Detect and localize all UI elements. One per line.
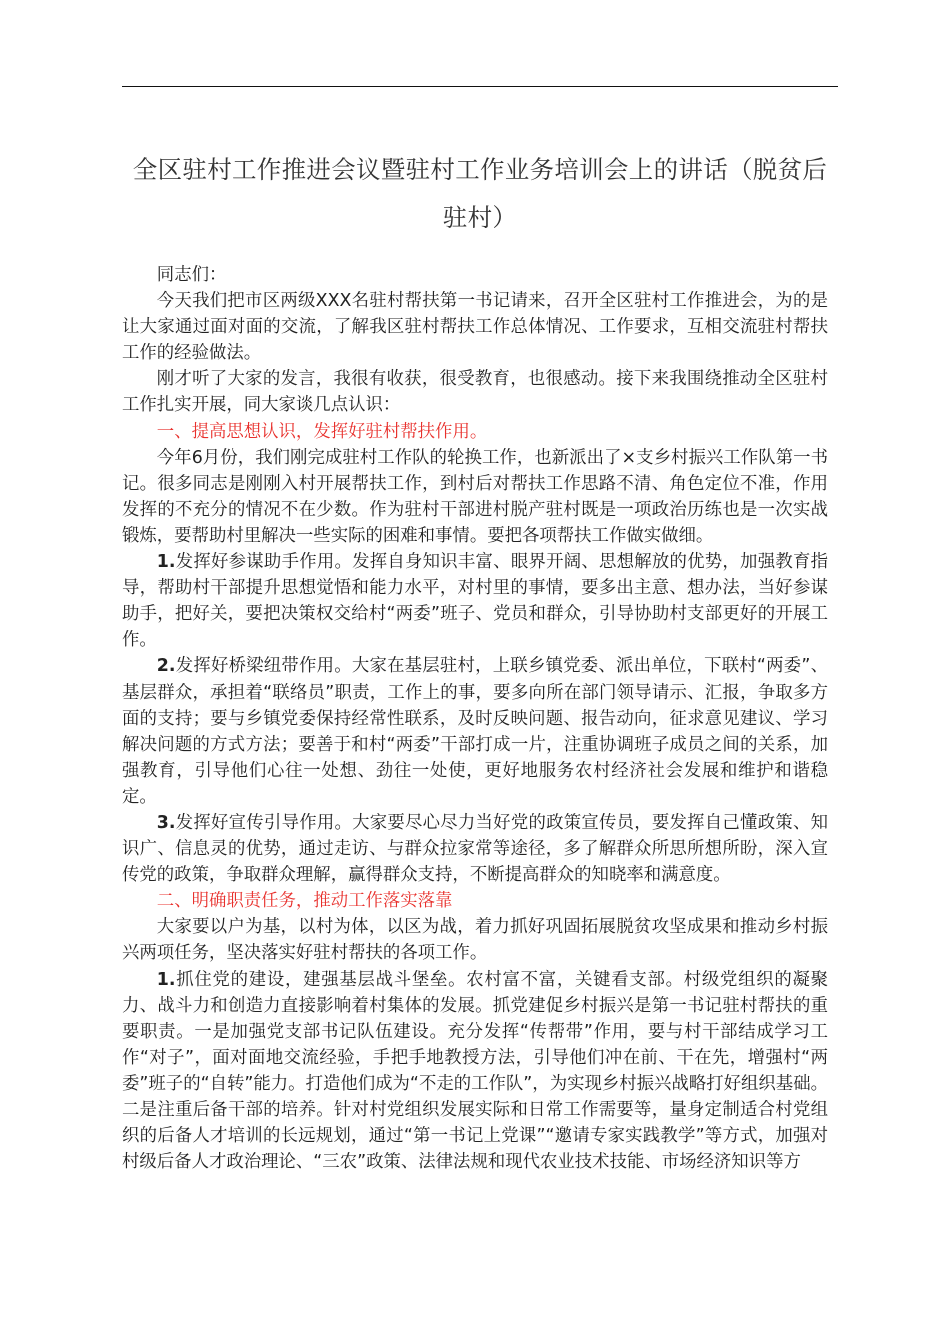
- section-heading-2: 二、明确职责任务，推动工作落实落靠: [156, 891, 453, 912]
- document-body: [122, 262, 828, 1175]
- item-text: 发挥好参谋助手作用。发挥自身知识丰富、眼界开阔、思想解放的优势，加强教育指导，帮助村干部提升思想觉悟和能力水平，对村里的事情，要多出主意、想办法，当好参谋助手，把好关，要把决策权交给村“两委”班子、党员和群众，引导协助村支部更好的开展工作。: [122, 552, 828, 651]
- intro-paragraph-2: 刚才听了大家的发言，我很有收获，很受教育，也很感动。接下来我围绕推动全区驻村工作扎实开展，同大家谈几点认识：: [122, 369, 828, 416]
- section-1-item-2: [122, 653, 828, 810]
- section-2-item-1: [122, 967, 828, 1176]
- item-number: 1.: [156, 552, 176, 573]
- header-rule: [122, 86, 838, 87]
- intro-paragraph-1: 今天我们把市区两级XXX名驻村帮扶第一书记请来，召开全区驻村工作推进会，为的是让大家通过面对面的交流，了解我区驻村帮扶工作总体情况、工作要求，互相交流驻村帮扶工作的经验做法。: [122, 291, 828, 364]
- item-text: 发挥好宣传引导作用。大家要尽心尽力当好党的政策宣传员，要发挥自己懂政策、知识广、信息灵的优势，通过走访、与群众拉家常等途径，多了解群众所思所想所盼，深入宣传党的政策，争取群众理解，赢得群众支持，不断提高群众的知晓率和满意度。: [122, 812, 828, 886]
- document-title: 全区驻村工作推进会议暨驻村工作业务培训会上的讲话（脱贫后驻村）: [132, 155, 828, 232]
- section-2-paragraph: 大家要以户为基，以村为体，以区为战，着力抓好巩固拓展脱贫攻坚成果和推动乡村振兴两项任务，坚决落实好驻村帮扶的各项工作。: [122, 917, 828, 964]
- section-1-item-1: [122, 549, 828, 653]
- item-number: 2.: [156, 656, 176, 677]
- salutation: 同志们：: [156, 265, 227, 285]
- section-1-item-3: [122, 810, 828, 888]
- item-number: 3.: [156, 812, 176, 833]
- section-heading-1: 一、提高思想认识，发挥好驻村帮扶作用。: [156, 421, 488, 442]
- section-1-paragraph: 今年6月份，我们刚完成驻村工作队的轮换工作，也新派出了×支乡村振兴工作队第一书记。很多同志是刚刚入村开展帮扶工作，到村后对帮扶工作思路不清、角色定位不准，作用发挥的不充分的情况不在少数。作为驻村干部进村脱产驻村既是一项政治历练也是一次实战锻炼，要帮助村里解决一些实际的困难和事情。要把各项帮扶工作做实做细。: [122, 447, 828, 546]
- item-number: 1.: [156, 969, 176, 990]
- item-text: 发挥好桥梁纽带作用。大家在基层驻村，上联乡镇党委、派出单位，下联村“两委”、基层群众，承担着“联络员”职责，工作上的事，要多向所在部门领导请示、汇报，争取多方面的支持；要与乡镇党委保持经常性联系，及时反映问题、报告动向，征求意见建议、学习解决问题的方式方法；要善于和村“两委”干部打成一片，注重协调班子成员之间的关系，加强教育，引导他们心往一处想、劲往一处使，更好地服务农村经济社会发展和维护和谐稳定。: [122, 656, 828, 807]
- item-text: 抓住党的建设，建强基层战斗堡垒。农村富不富，关键看支部。村级党组织的凝聚力、战斗力和创造力直接影响着村集体的发展。抓党建促乡村振兴是第一书记驻村帮扶的重要职责。一是加强党支部书记队伍建设。充分发挥“传帮带”作用，要与村干部结成学习工作“对子”，面对面地交流经验，手把手地教授方法，引导他们冲在前、干在先，增强村“两委”班子的“自转”能力。打造他们成为“不走的工作队”，为实现乡村振兴战略打好组织基础。二是注重后备干部的培养。针对村党组织发展实际和日常工作需要等，量身定制适合村党组织的后备人才培训的长远规划，通过“第一书记上党课”“邀请专家实践教学”等方式，加强对村级后备人才政治理论、“三农”政策、法律法规和现代农业技术技能、市场经济知识等方: [122, 969, 828, 1173]
